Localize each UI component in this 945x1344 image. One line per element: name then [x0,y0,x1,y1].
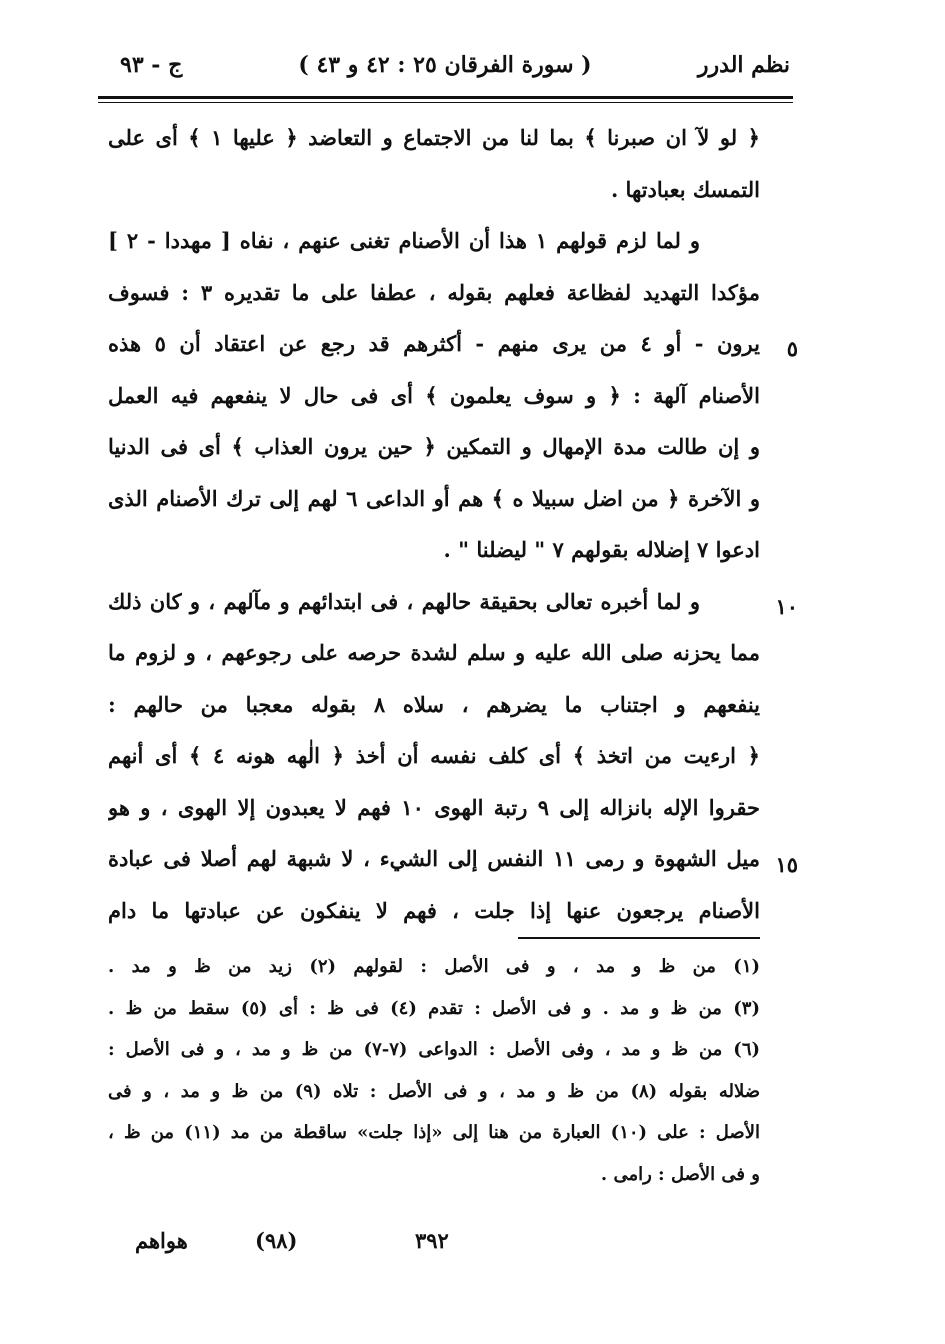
header-rule-thick [98,96,793,99]
running-header [100,52,790,92]
line-number: ١٥ [775,852,798,877]
text-line: الأصنام يرجعون عنها إذا جلت ، فهم لا ينفكون عن عبادتها ما دام [108,897,760,923]
text-line: يرون - أو ٤ من يرى منهم - أكثرهم قد رجع عن اعتقاد أن ٥ هذه [108,331,760,356]
text-line: ﴿ لو لآ ان صبرنا ﴾ بما لنا من الاجتماع و التعاضد ﴿ عليها ١ ﴾ أى على [108,125,760,150]
text-line: مما يحزنه صلى الله عليه و سلم لشدة حرصه على رجوعهم ، و لزوم ما [108,640,760,665]
text-line: التمسك بعبادتها . [610,176,760,202]
text-line: و الآخرة ﴿ من اضل سبيلا ه ﴾ هم أو الداعى ٦ لهم إلى ترك الأصنام الذى [108,485,760,511]
sheet-number: (٩٨) [255,1228,298,1253]
volume-page-ref: ج - ٩٣ [120,52,183,78]
line-number: ٥ [786,336,798,361]
text-line: و لما أخبره تعالى بحقيقة حالهم ، فى ابتدائهم و مآلهم ، و كان ذلك [108,588,700,614]
main-text [108,112,760,936]
line-number: ١٠ [775,594,798,619]
footnotes [108,946,760,1195]
footnote-line: ضلاله بقوله (٨) من ظ و مد ، و فى الأصل : تلاه (٩) من ظ و مد ، و فى [108,1080,760,1102]
text-line: ينفعهم و اجتناب ما يضرهم ، سلاه ٨ بقوله معجبا من حالهم : [108,691,760,717]
text-line: مؤكدا التهديد لفظاعة فعلهم بقوله ، عطفا على ما تقديره ٣ : فسوف [108,279,760,305]
book-title: نظم الدرر [697,52,790,78]
footnote-line: (١) من ظ و مد ، و فى الأصل : لقولهم (٢) زيد من ظ و مد . [108,956,760,977]
footnote-line: (٣) من ظ و مد . و فى الأصل : تقدم (٤) فى ظ : أى (٥) سقط من ظ . [108,997,760,1019]
footnote-line: (٦) من ظ و مد ، وفى الأصل : الدواعى (٧-٧) من ظ و مد ، و فى الأصل : [108,1039,760,1060]
text-line: ادعوا ٧ إضلاله بقولهم ٧ " ليضلنا " . [443,537,760,562]
footnote-line: و فى الأصل : رامى . [600,1163,760,1185]
footnote-line: الأصل : على (١٠) العبارة من هنا إلى «إذا جلت» ساقطة من مد (١١) من ظ ، [108,1122,760,1143]
page-number: ٣٩٢ [415,1228,449,1253]
catchword: هواهم [135,1228,188,1253]
surah-reference: ( سورة الفرقان ٢٥ : ٤٢ و ٤٣ ) [298,52,592,78]
page-footer [120,1228,620,1264]
text-line: الأصنام آلهة : ﴿ و سوف يعلمون ﴾ أى فى حال لا ينفعهم فيه العمل [108,382,760,408]
footnote-separator [518,937,760,939]
text-line: ميل الشهوة و رمى ١١ النفس إلى الشيء ، لا شبهة لهم أصلا فى عبادة [108,846,760,871]
text-line: ﴿ ارءيت من اتخذ ﴾ أى كلف نفسه أن أخذ ﴿ الٰهه هونه ٤ ﴾ أى أنهم [108,743,760,768]
text-line: و لما لزم قولهم ١ هذا أن الأصنام تغنى عنهم ، نفاه [ مهددا - ٢ ] [108,228,700,253]
text-line: حقروا الإله بانزاله إلى ٩ رتبة الهوى ١٠ فهم لا يعبدون إلا الهوى ، و هو [108,794,760,820]
text-line: و إن طالت مدة الإمهال و التمكين ﴿ حين يرون العذاب ﴾ أى فى الدنيا [108,434,760,459]
header-rule-thin [98,102,793,103]
